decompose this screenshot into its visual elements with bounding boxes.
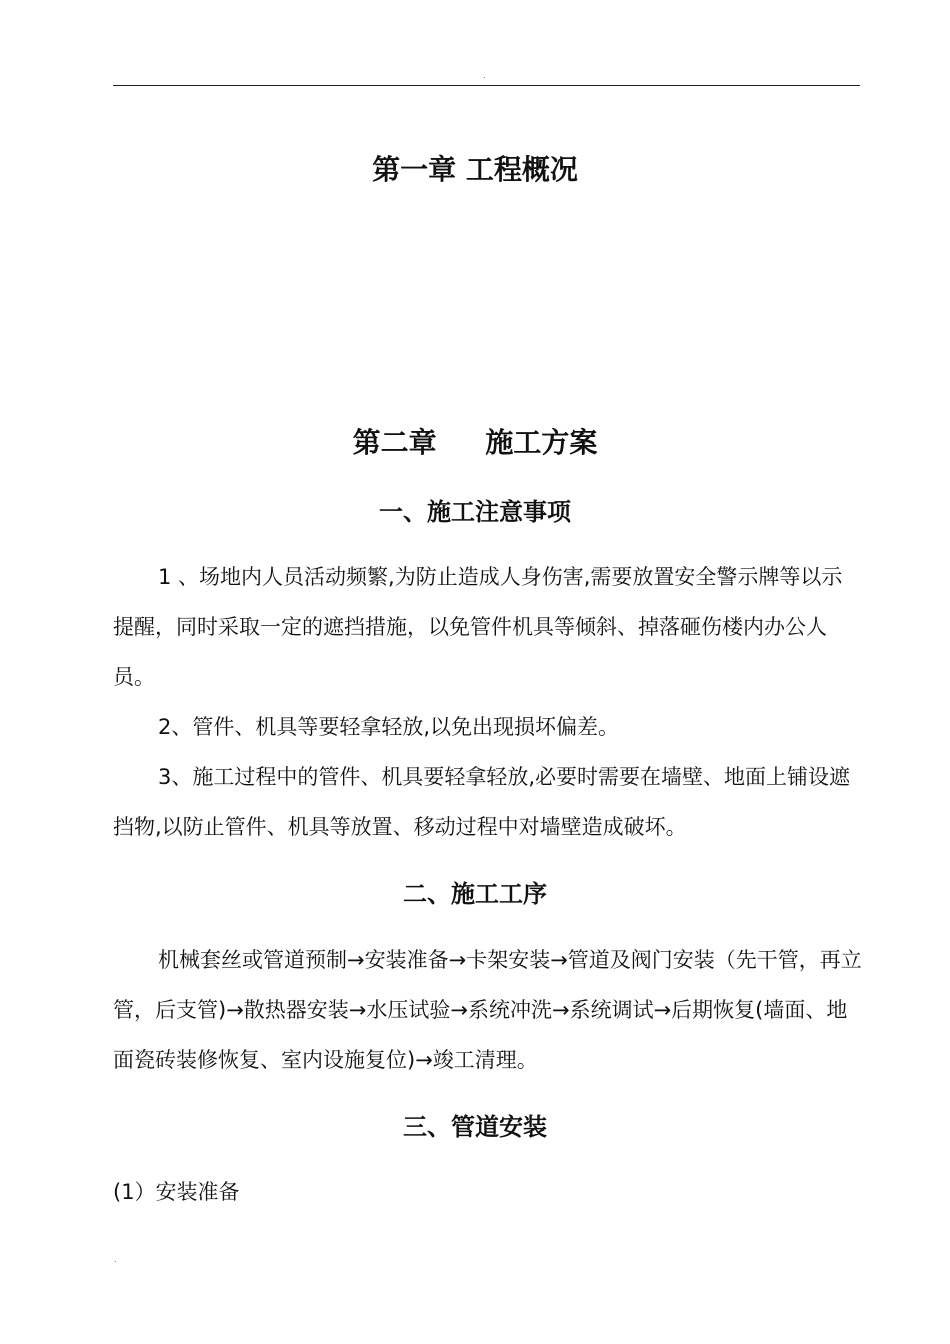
notice-item-2: 2、管件、机具等要轻拿轻放,以免出现损坏偏差。 xyxy=(158,715,620,739)
chapter-2-title: 第二章 施工方案 xyxy=(352,426,598,459)
notice-item-3: 3、施工过程中的管件、机具要轻拿轻放,必要时需要在墙壁、地面上铺设遮挡物,以防止管件、机具等放置、移动过程中对墙壁造成破坏。 xyxy=(113,765,851,839)
process-sequence-text: 机械套丝或管道预制→安装准备→卡架安装→管道及阀门安装（先干管，再立管，后支管)→散热器安装→水压试验→系统冲洗→系统调试→后期恢复(墙面、地面瓷砖装修恢复、室内设施复位)→竣工清理。 xyxy=(113,948,862,1072)
section-1-title: 一、施工注意事项 xyxy=(379,498,571,526)
header-rule xyxy=(113,85,860,86)
chapter-1-title: 第一章 工程概况 xyxy=(372,153,578,186)
install-prep-item: (1）安装准备 xyxy=(113,1180,240,1204)
footer-mark: . xyxy=(114,1255,117,1264)
header-mark: . xyxy=(483,71,486,80)
section-2-title: 二、施工工序 xyxy=(403,880,547,908)
notice-item-1: 1 、场地内人员活动频繁,为防止造成人身伤害,需要放置安全警示牌等以示提醒，同时采取一定的遮挡措施，以免管件机具等倾斜、掉落砸伤楼内办公人员。 xyxy=(113,565,843,689)
section-3-title: 三、管道安装 xyxy=(403,1113,547,1141)
